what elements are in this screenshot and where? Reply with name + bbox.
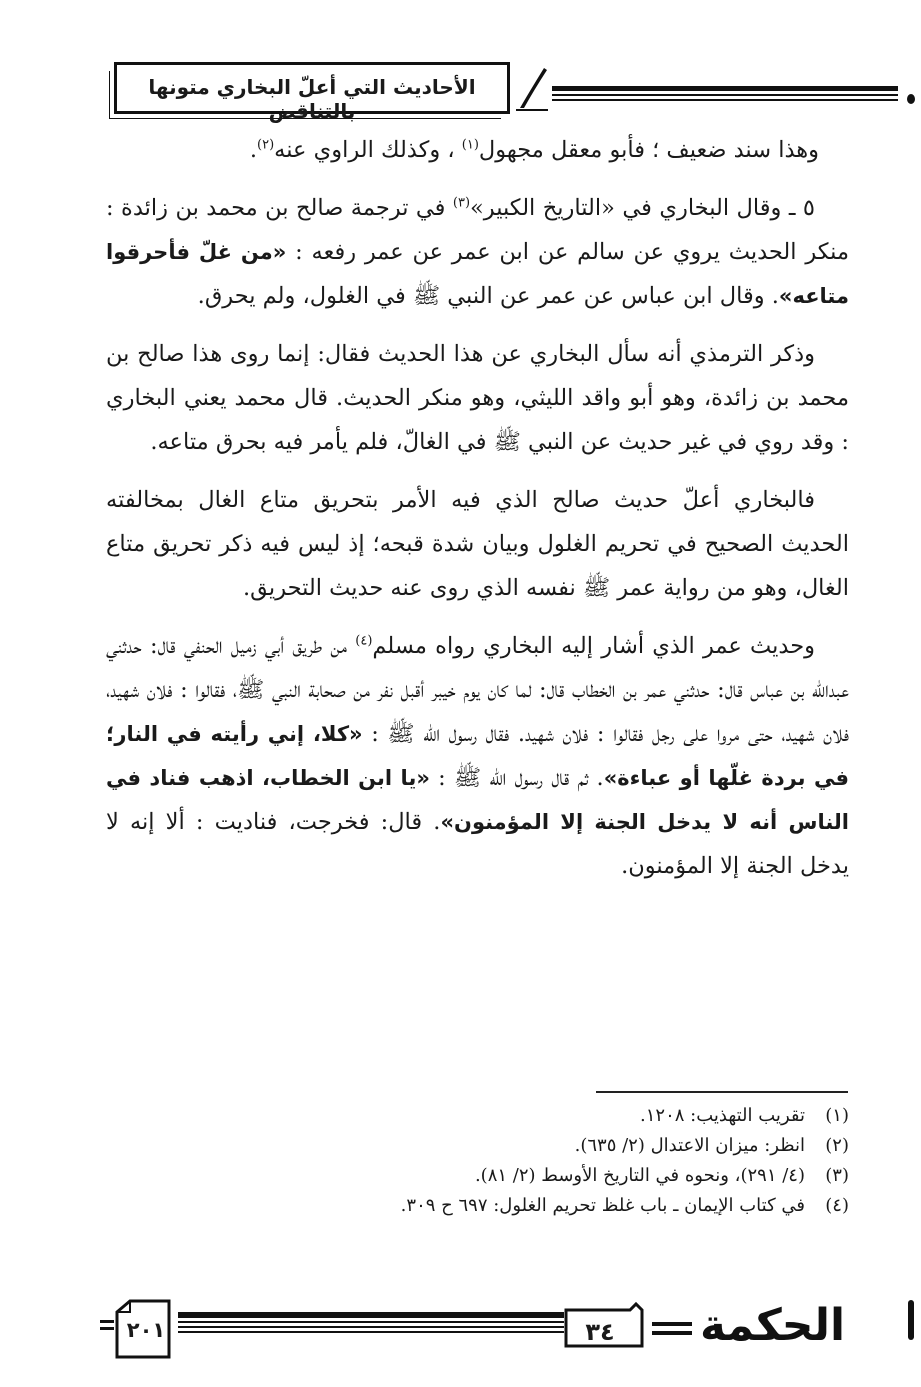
hadith-quote: «يا ابن الخطاب، اذهب فناد في الناس أنه لا يدخل الجنة إلا المؤمنون» <box>106 766 850 834</box>
header-title: الأحاديث التي أعلّ البخاري متونها بالتناقض <box>148 75 476 123</box>
paragraph-3: وذكر الترمذي أنه سأل البخاري عن هذا الحديث فقال: إنما روى هذا صالح بن محمد بن زائدة، وهو أبو واقد الليثي، وهو منكر الحديث. قال محمد يعني البخاري : وقد روي في غير حديث عن النبي ﷺ في الغالّ، فلم يأمر فيه بحرق متاعه. <box>106 341 849 455</box>
footnote-ref-4: (٤) <box>355 633 373 649</box>
page-edge-mark <box>908 1300 914 1340</box>
footnote: (١)تقريب التهذيب: ١٢٠٨. <box>640 1105 849 1126</box>
hadith-quote: «كلا، إني رأيته في النار؛ في بردة غلّها أو عباءة» <box>106 722 849 790</box>
paragraph-4: فالبخاري أعلّ حديث صالح الذي فيه الأمر بتحريق متاع الغال بمخالفته الحديث الصحيح في تحريم الغلول وبيان شدة قبحه؛ إذ ليس فيه ذكر تحريق متاع الغال، وهو من رواية عمر ﷺ نفسه الذي روى عنه حديث التحريق. <box>106 487 849 601</box>
paragraph-2: ٥ ـ وقال البخاري في «التاريخ الكبير»$^{(٣)}$ في ترجمة صالح بن محمد بن زائدة : منكر الحديث يروي عن سالم عن ابن عمر عن عمر رفعه : «من غلّ فأحرقوا متاعه». وقال ابن عباس عن عمر عن النبي ﷺ في الغلول، ولم يحرق. <box>106 195 849 309</box>
hadith-quote: «من غلّ فأحرقوا متاعه» <box>106 240 849 308</box>
footnote: (٢)انظر: ميزان الاعتدال (٢/ ٦٣٥). <box>574 1135 849 1156</box>
footnotes <box>300 1101 849 1221</box>
footnote-ref-1: (١) <box>461 137 479 153</box>
page-number: ٢٠١ <box>126 1318 166 1342</box>
quill-pen-icon <box>514 64 550 112</box>
paragraph-1: وهذا سند ضعيف ؛ فأبو معقل مجهول$^{(١)}$ ، وكذلك الراوي عنه$^{(٢)}$. <box>249 137 819 163</box>
body-text <box>106 128 849 902</box>
footnote-ref-3: (٣) <box>452 195 471 211</box>
footnote: (٣)(٤/ ٢٩١)، ونحوه في التاريخ الأوسط (٢/ ٨١). <box>474 1165 849 1186</box>
footnote: (٤)في كتاب الإيمان ـ باب غلظ تحريم الغلول: ٦٩٧ ح ٣٠٩. <box>400 1195 849 1216</box>
footnote-separator <box>596 1091 848 1093</box>
paragraph-5: وحديث عمر الذي أشار إليه البخاري رواه مسلم$^{(٤)}$ من طريق أبي زميل الحنفي قال: حدثني عبدالله بن عباس قال: حدثني عمر بن الخطاب قال: لما كان يوم خيبر أقبل نفر من صحابة النبي ﷺ، فقالوا : فلان شهيد، فلان شهيد، حتى مروا على رجل فقالوا : فلان شهيد. فقال رسول الله ﷺ : «كلا، إني رأيته في النار؛ في بردة غلّها أو عباءة». ثم قال رسول الله ﷺ : «يا ابن الخطاب، اذهب فناد في الناس أنه لا يدخل الجنة إلا المؤمنون». قال: فخرجت، فناديت : ألا إنه لا يدخل الجنة إلا المؤمنون. <box>106 633 850 879</box>
issue-number: ٣٤ <box>585 1318 615 1346</box>
brand-logo: الحكمة <box>700 1300 846 1351</box>
header-rule <box>552 84 898 104</box>
footnote-ref-2: (٢) <box>257 137 275 153</box>
page-edge-mark <box>907 94 915 104</box>
header-title-box <box>114 62 510 123</box>
